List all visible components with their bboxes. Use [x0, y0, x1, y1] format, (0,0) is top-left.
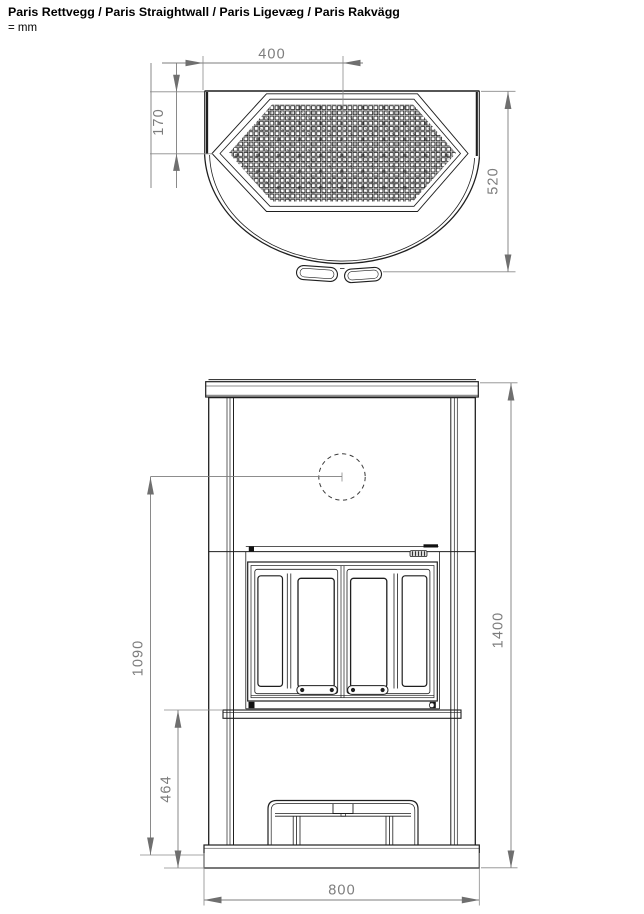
dim-total-height-label: 1400: [490, 611, 507, 649]
door-handle-left: [297, 686, 337, 695]
door-handle-right: [348, 686, 388, 695]
top-view: [150, 47, 516, 284]
dim-flue-height-label: 1090: [130, 639, 147, 677]
dim-base-height: [159, 710, 224, 868]
left-column: [209, 397, 234, 845]
door-center-mullion: [341, 566, 344, 698]
stand-center-tab: [333, 804, 353, 814]
glass-pane-right-front: [351, 578, 387, 687]
door-assembly: [209, 544, 476, 709]
right-column: [451, 397, 476, 845]
topview-handle-left: [296, 265, 338, 282]
door-leaf-left: [255, 569, 338, 693]
door-hinge-bottom-left: [249, 702, 255, 708]
dim-total-depth-label: 520: [485, 167, 502, 195]
door-frame: [248, 562, 438, 701]
front-view: [131, 380, 518, 906]
dim-grille-depth-label: 170: [151, 108, 167, 136]
glass-pane-right-side: [402, 576, 427, 687]
base-stand: [268, 801, 418, 846]
dim-grille-depth: [150, 63, 213, 188]
unit-note: = mm: [8, 22, 38, 34]
dim-grille-width-label: 400: [258, 46, 286, 63]
dim-total-height: [480, 383, 518, 868]
glass-pane-left-front: [298, 578, 334, 687]
dim-total-width: [204, 853, 479, 906]
door-hinge-top-left: [249, 546, 254, 551]
door-latch: [410, 551, 427, 557]
door-leaf-right: [347, 569, 430, 693]
top-plate: [206, 380, 479, 397]
dim-total-width-label: 800: [328, 882, 356, 899]
plinth: [204, 845, 479, 868]
glass-pane-left-side: [258, 576, 283, 687]
dim-base-height-label: 464: [158, 775, 175, 803]
shelf-ledge: [223, 710, 461, 718]
page-title: Paris Rettvegg / Paris Straightwall / Paris Ligevæg / Paris Rakvägg: [8, 5, 400, 19]
topview-handle-right: [344, 267, 382, 283]
